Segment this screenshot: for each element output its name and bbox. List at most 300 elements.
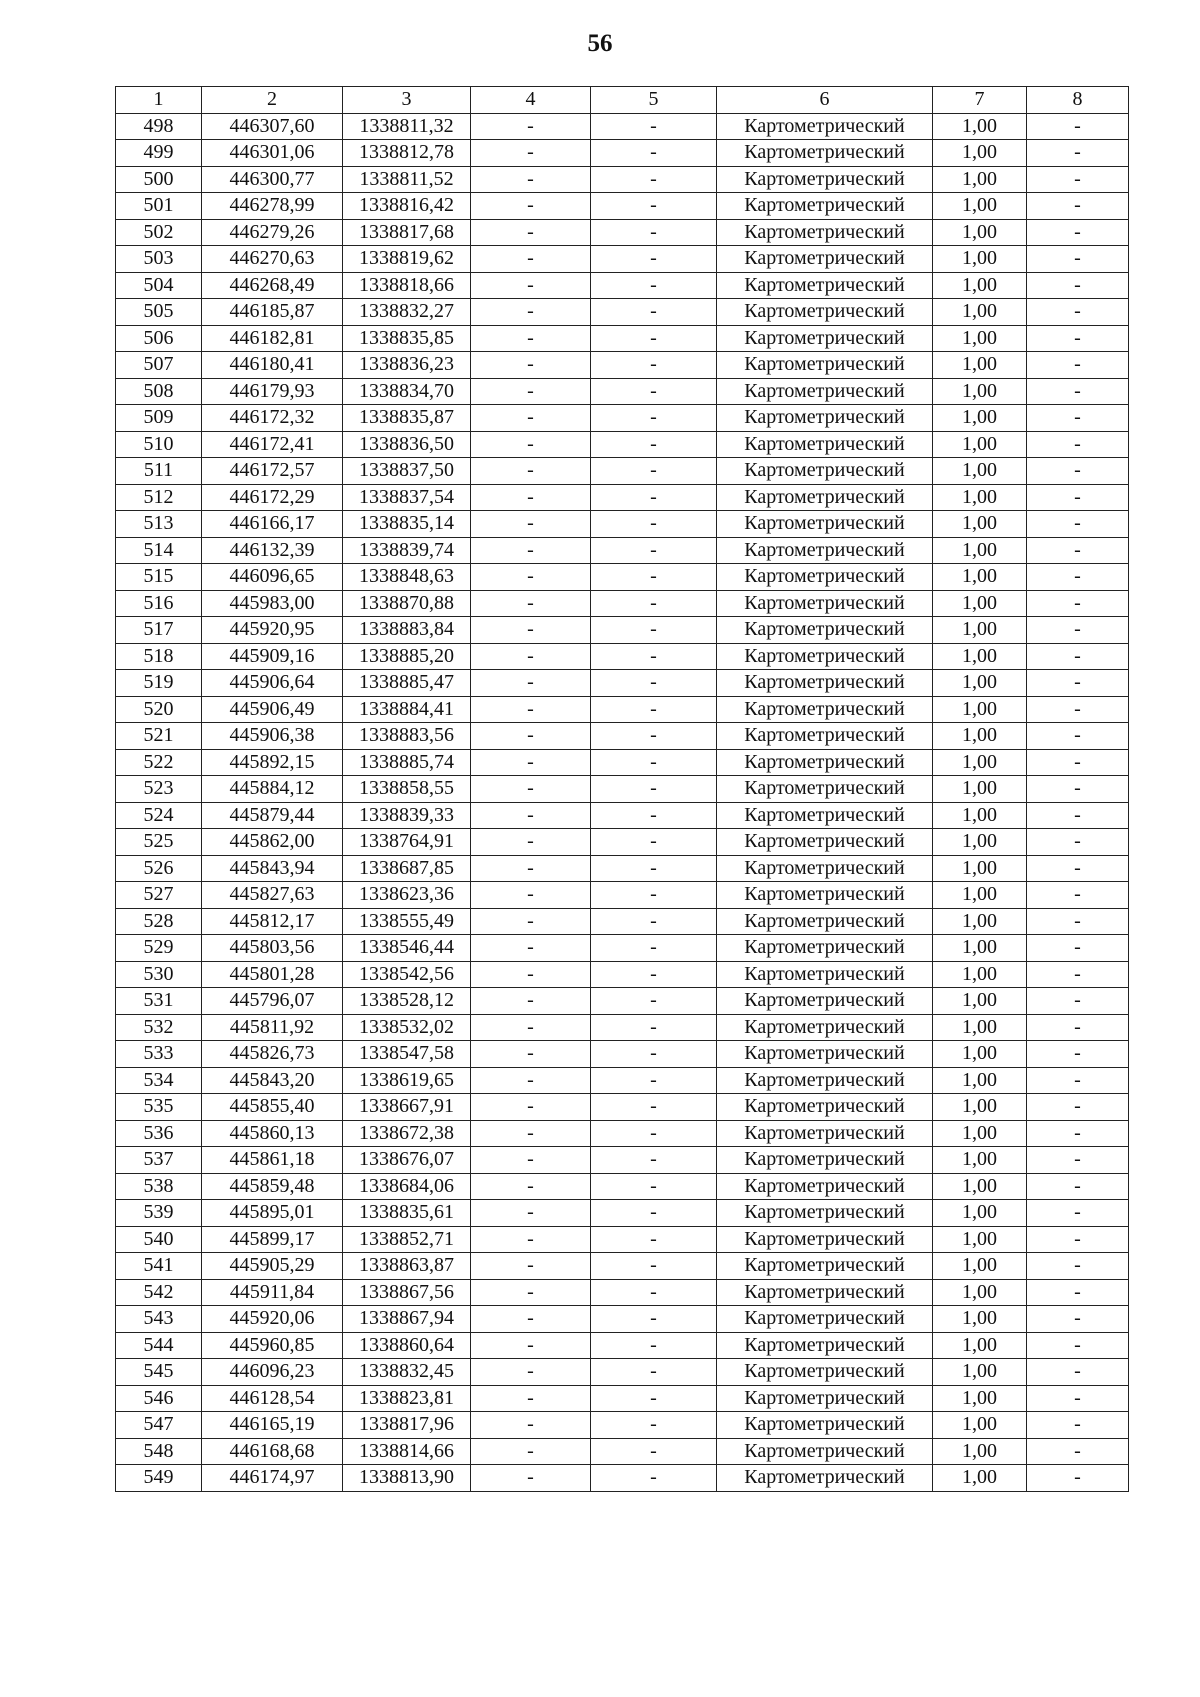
cell-y-coordinate: 1338811,52 — [343, 166, 471, 193]
table-row — [116, 1041, 1129, 1068]
cell-point-number: 545 — [116, 1359, 202, 1386]
cell-y-coordinate: 1338817,96 — [343, 1412, 471, 1439]
cell-y-coordinate: 1338687,85 — [343, 855, 471, 882]
cell-y-coordinate: 1338885,47 — [343, 670, 471, 697]
table-row — [116, 1279, 1129, 1306]
cell-y-coordinate: 1338837,50 — [343, 458, 471, 485]
cell-y-coordinate: 1338834,70 — [343, 378, 471, 405]
cell-column-5: - — [591, 1385, 717, 1412]
cell-column-5: - — [591, 617, 717, 644]
cell-y-coordinate: 1338542,56 — [343, 961, 471, 988]
cell-column-5: - — [591, 1465, 717, 1492]
cell-column-5: - — [591, 564, 717, 591]
cell-method: Картометрический — [717, 617, 933, 644]
cell-point-number: 505 — [116, 299, 202, 326]
cell-method: Картометрический — [717, 219, 933, 246]
cell-point-number: 528 — [116, 908, 202, 935]
cell-point-number: 512 — [116, 484, 202, 511]
cell-accuracy: 1,00 — [933, 564, 1027, 591]
cell-column-8: - — [1027, 802, 1129, 829]
cell-column-8: - — [1027, 352, 1129, 379]
cell-accuracy: 1,00 — [933, 511, 1027, 538]
cell-x-coordinate: 446128,54 — [202, 1385, 343, 1412]
table-row — [116, 325, 1129, 352]
cell-point-number: 523 — [116, 776, 202, 803]
cell-column-5: - — [591, 961, 717, 988]
cell-y-coordinate: 1338839,33 — [343, 802, 471, 829]
cell-column-8: - — [1027, 935, 1129, 962]
cell-x-coordinate: 445906,38 — [202, 723, 343, 750]
cell-point-number: 501 — [116, 193, 202, 220]
cell-column-8: - — [1027, 855, 1129, 882]
cell-column-5: - — [591, 325, 717, 352]
cell-column-8: - — [1027, 219, 1129, 246]
cell-point-number: 547 — [116, 1412, 202, 1439]
cell-y-coordinate: 1338836,23 — [343, 352, 471, 379]
cell-column-8: - — [1027, 140, 1129, 167]
cell-method: Картометрический — [717, 1279, 933, 1306]
cell-x-coordinate: 445879,44 — [202, 802, 343, 829]
cell-accuracy: 1,00 — [933, 643, 1027, 670]
cell-column-4: - — [471, 511, 591, 538]
cell-x-coordinate: 446307,60 — [202, 113, 343, 140]
cell-column-4: - — [471, 246, 591, 273]
cell-method: Картометрический — [717, 882, 933, 909]
cell-method: Картометрический — [717, 908, 933, 935]
cell-column-4: - — [471, 617, 591, 644]
cell-accuracy: 1,00 — [933, 1359, 1027, 1386]
cell-column-4: - — [471, 935, 591, 962]
table-body — [116, 113, 1129, 1491]
cell-column-4: - — [471, 908, 591, 935]
cell-column-4: - — [471, 484, 591, 511]
cell-x-coordinate: 446300,77 — [202, 166, 343, 193]
cell-x-coordinate: 445960,85 — [202, 1332, 343, 1359]
cell-point-number: 519 — [116, 670, 202, 697]
table-row — [116, 458, 1129, 485]
cell-column-5: - — [591, 670, 717, 697]
cell-y-coordinate: 1338555,49 — [343, 908, 471, 935]
table-row — [116, 1332, 1129, 1359]
cell-point-number: 510 — [116, 431, 202, 458]
cell-column-8: - — [1027, 723, 1129, 750]
cell-y-coordinate: 1338835,14 — [343, 511, 471, 538]
cell-method: Картометрический — [717, 246, 933, 273]
cell-point-number: 522 — [116, 749, 202, 776]
cell-y-coordinate: 1338672,38 — [343, 1120, 471, 1147]
cell-method: Картометрический — [717, 723, 933, 750]
cell-column-5: - — [591, 113, 717, 140]
cell-column-8: - — [1027, 325, 1129, 352]
table-row — [116, 484, 1129, 511]
cell-column-4: - — [471, 299, 591, 326]
cell-method: Картометрический — [717, 537, 933, 564]
cell-column-4: - — [471, 988, 591, 1015]
table-row — [116, 670, 1129, 697]
cell-accuracy: 1,00 — [933, 140, 1027, 167]
cell-x-coordinate: 445905,29 — [202, 1253, 343, 1280]
cell-y-coordinate: 1338547,58 — [343, 1041, 471, 1068]
cell-y-coordinate: 1338860,64 — [343, 1332, 471, 1359]
cell-method: Картометрический — [717, 1465, 933, 1492]
cell-y-coordinate: 1338863,87 — [343, 1253, 471, 1280]
cell-accuracy: 1,00 — [933, 378, 1027, 405]
cell-column-5: - — [591, 1306, 717, 1333]
cell-y-coordinate: 1338811,32 — [343, 113, 471, 140]
cell-method: Картометрический — [717, 1253, 933, 1280]
cell-method: Картометрический — [717, 1385, 933, 1412]
cell-point-number: 546 — [116, 1385, 202, 1412]
cell-method: Картометрический — [717, 458, 933, 485]
cell-column-4: - — [471, 166, 591, 193]
cell-column-4: - — [471, 193, 591, 220]
table-row — [116, 1438, 1129, 1465]
cell-y-coordinate: 1338814,66 — [343, 1438, 471, 1465]
cell-accuracy: 1,00 — [933, 246, 1027, 273]
cell-x-coordinate: 445855,40 — [202, 1094, 343, 1121]
cell-column-5: - — [591, 776, 717, 803]
page-number: 56 — [587, 30, 613, 57]
cell-accuracy: 1,00 — [933, 1438, 1027, 1465]
cell-column-4: - — [471, 219, 591, 246]
cell-column-4: - — [471, 1359, 591, 1386]
cell-column-4: - — [471, 378, 591, 405]
cell-x-coordinate: 445860,13 — [202, 1120, 343, 1147]
table-row — [116, 1147, 1129, 1174]
cell-y-coordinate: 1338836,50 — [343, 431, 471, 458]
cell-x-coordinate: 446185,87 — [202, 299, 343, 326]
cell-accuracy: 1,00 — [933, 484, 1027, 511]
cell-y-coordinate: 1338848,63 — [343, 564, 471, 591]
cell-accuracy: 1,00 — [933, 1385, 1027, 1412]
cell-x-coordinate: 446268,49 — [202, 272, 343, 299]
cell-column-4: - — [471, 1226, 591, 1253]
cell-column-4: - — [471, 802, 591, 829]
cell-accuracy: 1,00 — [933, 802, 1027, 829]
cell-point-number: 507 — [116, 352, 202, 379]
cell-column-4: - — [471, 140, 591, 167]
cell-column-8: - — [1027, 1412, 1129, 1439]
cell-x-coordinate: 445884,12 — [202, 776, 343, 803]
cell-method: Картометрический — [717, 1014, 933, 1041]
table-row — [116, 140, 1129, 167]
cell-column-8: - — [1027, 1067, 1129, 1094]
cell-y-coordinate: 1338885,20 — [343, 643, 471, 670]
cell-column-5: - — [591, 1014, 717, 1041]
cell-x-coordinate: 445895,01 — [202, 1200, 343, 1227]
cell-method: Картометрический — [717, 961, 933, 988]
cell-method: Картометрический — [717, 1120, 933, 1147]
cell-column-8: - — [1027, 749, 1129, 776]
cell-point-number: 531 — [116, 988, 202, 1015]
cell-y-coordinate: 1338858,55 — [343, 776, 471, 803]
cell-x-coordinate: 446180,41 — [202, 352, 343, 379]
cell-column-5: - — [591, 193, 717, 220]
table-row — [116, 1200, 1129, 1227]
cell-column-5: - — [591, 1279, 717, 1306]
cell-column-8: - — [1027, 272, 1129, 299]
cell-column-4: - — [471, 325, 591, 352]
cell-point-number: 515 — [116, 564, 202, 591]
cell-column-5: - — [591, 1041, 717, 1068]
cell-point-number: 508 — [116, 378, 202, 405]
cell-column-8: - — [1027, 1279, 1129, 1306]
cell-x-coordinate: 445892,15 — [202, 749, 343, 776]
cell-point-number: 503 — [116, 246, 202, 273]
table-row — [116, 113, 1129, 140]
cell-column-5: - — [591, 1200, 717, 1227]
cell-column-8: - — [1027, 193, 1129, 220]
cell-x-coordinate: 445906,64 — [202, 670, 343, 697]
cell-y-coordinate: 1338818,66 — [343, 272, 471, 299]
table-row — [116, 1226, 1129, 1253]
cell-column-5: - — [591, 378, 717, 405]
cell-column-4: - — [471, 458, 591, 485]
cell-method: Картометрический — [717, 431, 933, 458]
cell-accuracy: 1,00 — [933, 431, 1027, 458]
cell-column-5: - — [591, 829, 717, 856]
cell-accuracy: 1,00 — [933, 299, 1027, 326]
table-row — [116, 352, 1129, 379]
table-row — [116, 882, 1129, 909]
cell-column-5: - — [591, 1438, 717, 1465]
cell-column-8: - — [1027, 113, 1129, 140]
table-row — [116, 988, 1129, 1015]
cell-column-8: - — [1027, 564, 1129, 591]
cell-y-coordinate: 1338619,65 — [343, 1067, 471, 1094]
cell-column-8: - — [1027, 1438, 1129, 1465]
cell-x-coordinate: 446279,26 — [202, 219, 343, 246]
cell-accuracy: 1,00 — [933, 723, 1027, 750]
cell-point-number: 533 — [116, 1041, 202, 1068]
cell-accuracy: 1,00 — [933, 749, 1027, 776]
table-row — [116, 246, 1129, 273]
cell-column-5: - — [591, 935, 717, 962]
cell-method: Картометрический — [717, 802, 933, 829]
cell-column-4: - — [471, 855, 591, 882]
cell-method: Картометрический — [717, 1412, 933, 1439]
cell-y-coordinate: 1338667,91 — [343, 1094, 471, 1121]
cell-point-number: 516 — [116, 590, 202, 617]
table-row — [116, 193, 1129, 220]
cell-column-4: - — [471, 829, 591, 856]
cell-column-4: - — [471, 1438, 591, 1465]
table-row — [116, 961, 1129, 988]
cell-point-number: 504 — [116, 272, 202, 299]
table-row — [116, 272, 1129, 299]
cell-x-coordinate: 445843,94 — [202, 855, 343, 882]
cell-method: Картометрический — [717, 1147, 933, 1174]
cell-method: Картометрический — [717, 749, 933, 776]
cell-method: Картометрический — [717, 193, 933, 220]
table-row — [116, 378, 1129, 405]
cell-column-5: - — [591, 988, 717, 1015]
cell-x-coordinate: 446182,81 — [202, 325, 343, 352]
cell-column-5: - — [591, 1120, 717, 1147]
cell-x-coordinate: 446166,17 — [202, 511, 343, 538]
cell-accuracy: 1,00 — [933, 1147, 1027, 1174]
cell-column-8: - — [1027, 378, 1129, 405]
table-row — [116, 511, 1129, 538]
cell-point-number: 524 — [116, 802, 202, 829]
cell-column-5: - — [591, 219, 717, 246]
cell-column-5: - — [591, 1173, 717, 1200]
cell-column-5: - — [591, 1147, 717, 1174]
cell-accuracy: 1,00 — [933, 1200, 1027, 1227]
cell-column-8: - — [1027, 696, 1129, 723]
cell-column-4: - — [471, 1412, 591, 1439]
table-row — [116, 590, 1129, 617]
cell-column-5: - — [591, 696, 717, 723]
cell-column-8: - — [1027, 1465, 1129, 1492]
cell-column-4: - — [471, 670, 591, 697]
cell-y-coordinate: 1338835,87 — [343, 405, 471, 432]
cell-x-coordinate: 445862,00 — [202, 829, 343, 856]
cell-accuracy: 1,00 — [933, 590, 1027, 617]
cell-point-number: 520 — [116, 696, 202, 723]
cell-y-coordinate: 1338870,88 — [343, 590, 471, 617]
cell-x-coordinate: 445909,16 — [202, 643, 343, 670]
cell-column-8: - — [1027, 1253, 1129, 1280]
cell-column-5: - — [591, 166, 717, 193]
cell-x-coordinate: 445899,17 — [202, 1226, 343, 1253]
cell-column-4: - — [471, 537, 591, 564]
cell-column-4: - — [471, 564, 591, 591]
cell-x-coordinate: 445826,73 — [202, 1041, 343, 1068]
cell-point-number: 549 — [116, 1465, 202, 1492]
cell-y-coordinate: 1338852,71 — [343, 1226, 471, 1253]
cell-column-5: - — [591, 1332, 717, 1359]
cell-x-coordinate: 445920,95 — [202, 617, 343, 644]
cell-accuracy: 1,00 — [933, 776, 1027, 803]
cell-point-number: 544 — [116, 1332, 202, 1359]
cell-x-coordinate: 445796,07 — [202, 988, 343, 1015]
cell-y-coordinate: 1338823,81 — [343, 1385, 471, 1412]
cell-method: Картометрический — [717, 1200, 933, 1227]
table-row — [116, 405, 1129, 432]
cell-point-number: 541 — [116, 1253, 202, 1280]
cell-x-coordinate: 446172,32 — [202, 405, 343, 432]
cell-point-number: 513 — [116, 511, 202, 538]
cell-x-coordinate: 446172,57 — [202, 458, 343, 485]
table-row — [116, 855, 1129, 882]
cell-accuracy: 1,00 — [933, 1465, 1027, 1492]
cell-accuracy: 1,00 — [933, 855, 1027, 882]
table-row — [116, 537, 1129, 564]
cell-column-8: - — [1027, 1120, 1129, 1147]
cell-y-coordinate: 1338885,74 — [343, 749, 471, 776]
cell-column-4: - — [471, 352, 591, 379]
cell-x-coordinate: 445906,49 — [202, 696, 343, 723]
cell-method: Картометрический — [717, 140, 933, 167]
cell-accuracy: 1,00 — [933, 882, 1027, 909]
cell-column-8: - — [1027, 1306, 1129, 1333]
cell-column-4: - — [471, 1200, 591, 1227]
cell-x-coordinate: 445859,48 — [202, 1173, 343, 1200]
column-header-6: 6 — [717, 87, 933, 114]
table-row — [116, 829, 1129, 856]
table-row — [116, 1385, 1129, 1412]
table-row — [116, 1120, 1129, 1147]
cell-column-5: - — [591, 1412, 717, 1439]
table-row — [116, 1173, 1129, 1200]
cell-column-5: - — [591, 511, 717, 538]
cell-accuracy: 1,00 — [933, 670, 1027, 697]
cell-column-4: - — [471, 1094, 591, 1121]
cell-y-coordinate: 1338623,36 — [343, 882, 471, 909]
cell-x-coordinate: 446172,29 — [202, 484, 343, 511]
cell-column-8: - — [1027, 1014, 1129, 1041]
cell-accuracy: 1,00 — [933, 325, 1027, 352]
cell-method: Картометрический — [717, 855, 933, 882]
cell-point-number: 525 — [116, 829, 202, 856]
cell-point-number: 536 — [116, 1120, 202, 1147]
cell-accuracy: 1,00 — [933, 1120, 1027, 1147]
column-header-1: 1 — [116, 87, 202, 114]
cell-accuracy: 1,00 — [933, 1067, 1027, 1094]
cell-column-5: - — [591, 723, 717, 750]
cell-accuracy: 1,00 — [933, 935, 1027, 962]
cell-column-4: - — [471, 1332, 591, 1359]
table-row — [116, 1306, 1129, 1333]
cell-x-coordinate: 445920,06 — [202, 1306, 343, 1333]
column-header-4: 4 — [471, 87, 591, 114]
cell-accuracy: 1,00 — [933, 537, 1027, 564]
cell-method: Картометрический — [717, 1041, 933, 1068]
cell-x-coordinate: 446096,23 — [202, 1359, 343, 1386]
cell-point-number: 530 — [116, 961, 202, 988]
cell-column-8: - — [1027, 988, 1129, 1015]
cell-column-8: - — [1027, 643, 1129, 670]
cell-method: Картометрический — [717, 1332, 933, 1359]
cell-x-coordinate: 446278,99 — [202, 193, 343, 220]
cell-y-coordinate: 1338816,42 — [343, 193, 471, 220]
cell-column-8: - — [1027, 511, 1129, 538]
cell-column-8: - — [1027, 908, 1129, 935]
cell-x-coordinate: 446168,68 — [202, 1438, 343, 1465]
cell-accuracy: 1,00 — [933, 1306, 1027, 1333]
cell-y-coordinate: 1338883,56 — [343, 723, 471, 750]
cell-method: Картометрический — [717, 696, 933, 723]
cell-column-4: - — [471, 961, 591, 988]
cell-column-4: - — [471, 405, 591, 432]
cell-y-coordinate: 1338532,02 — [343, 1014, 471, 1041]
cell-column-8: - — [1027, 431, 1129, 458]
cell-y-coordinate: 1338835,85 — [343, 325, 471, 352]
cell-column-4: - — [471, 272, 591, 299]
cell-accuracy: 1,00 — [933, 1253, 1027, 1280]
cell-x-coordinate: 445801,28 — [202, 961, 343, 988]
cell-accuracy: 1,00 — [933, 988, 1027, 1015]
cell-column-5: - — [591, 246, 717, 273]
cell-column-5: - — [591, 1253, 717, 1280]
cell-x-coordinate: 445827,63 — [202, 882, 343, 909]
cell-point-number: 521 — [116, 723, 202, 750]
cell-method: Картометрический — [717, 935, 933, 962]
cell-column-5: - — [591, 590, 717, 617]
cell-point-number: 529 — [116, 935, 202, 962]
table-row — [116, 1465, 1129, 1492]
cell-column-8: - — [1027, 246, 1129, 273]
cell-column-5: - — [591, 882, 717, 909]
coordinates-table — [115, 86, 1129, 1492]
cell-x-coordinate: 446270,63 — [202, 246, 343, 273]
cell-column-5: - — [591, 802, 717, 829]
cell-y-coordinate: 1338812,78 — [343, 140, 471, 167]
cell-column-5: - — [591, 537, 717, 564]
cell-column-4: - — [471, 1067, 591, 1094]
cell-x-coordinate: 445843,20 — [202, 1067, 343, 1094]
